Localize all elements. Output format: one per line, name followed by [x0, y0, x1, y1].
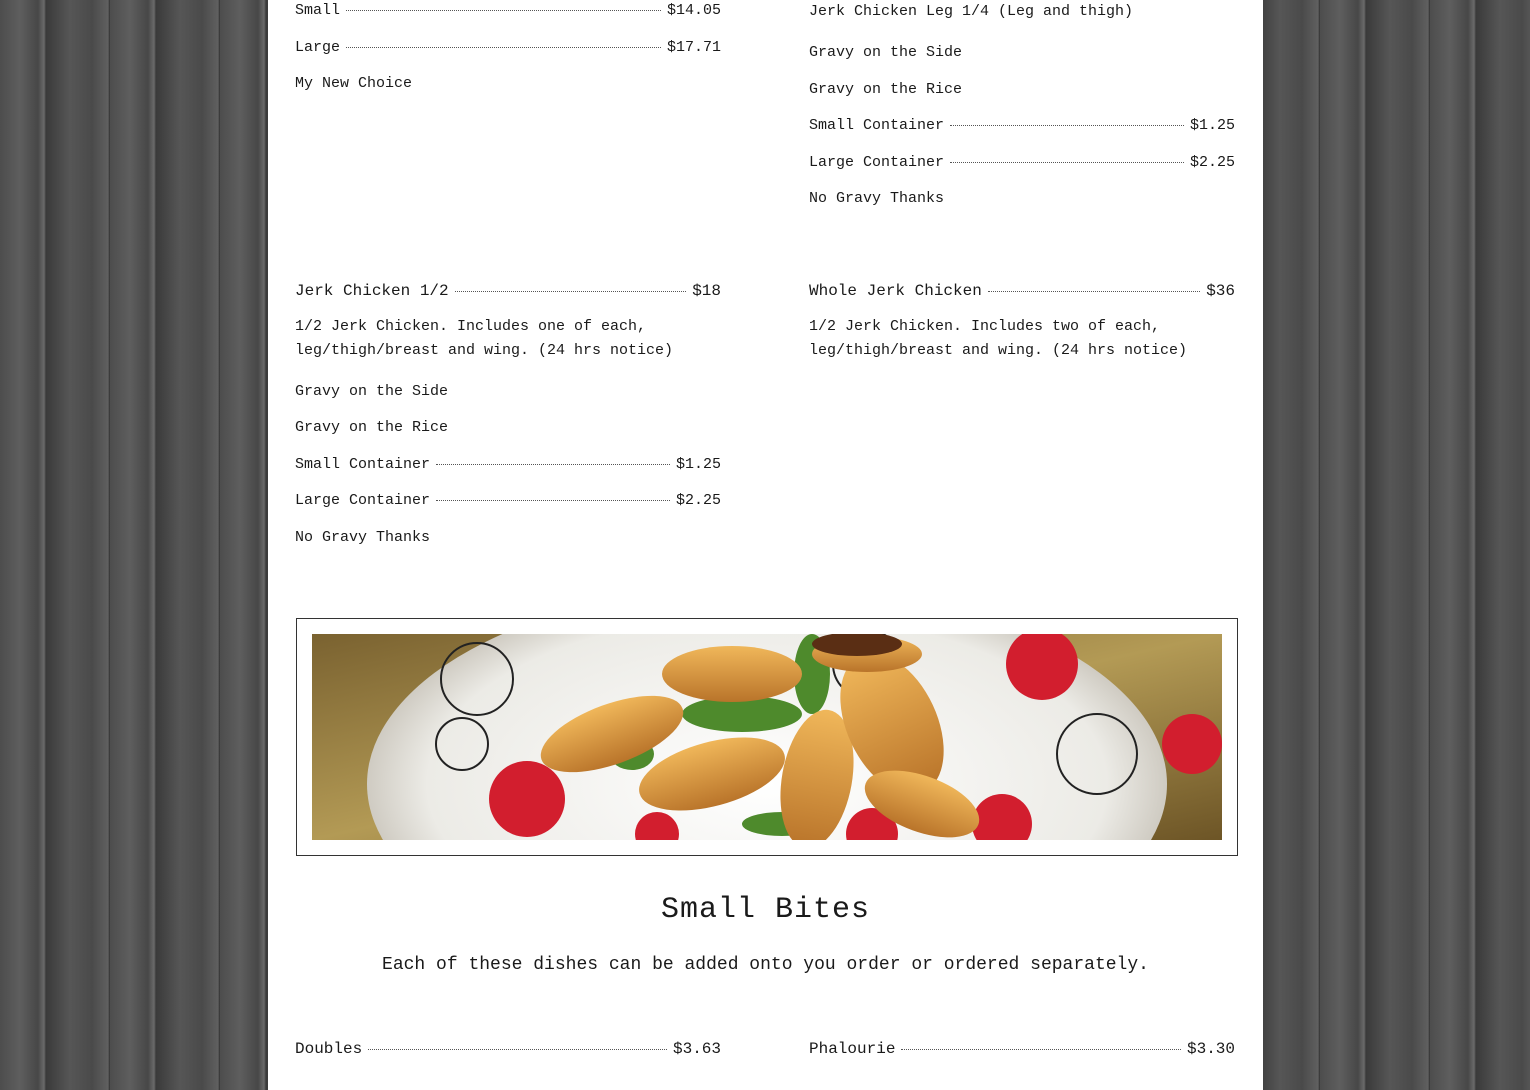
option-name: Small Container [809, 117, 945, 134]
menu-item-phalourie[interactable] [809, 1040, 1235, 1058]
option-name: Large [295, 39, 341, 56]
option-large[interactable] [295, 39, 721, 56]
item-name: Jerk Chicken 1/2 [295, 282, 449, 300]
dot-leader [436, 500, 670, 501]
section-subtitle: Each of these dishes can be added onto you order or ordered separately. [382, 955, 1149, 975]
option-price: $2.25 [675, 492, 721, 509]
item-description: 1/2 Jerk Chicken. Includes one of each, leg/thigh/breast and wing. (24 hrs notice) [295, 318, 674, 359]
item-title: Jerk Chicken Leg 1/4 (Leg and thigh) [809, 3, 1134, 20]
item-header[interactable] [295, 282, 721, 300]
option-gravy-side[interactable]: Gravy on the Side [809, 44, 963, 61]
item-name: Whole Jerk Chicken [809, 282, 982, 300]
menu-page [268, 0, 1263, 1090]
item-price: $3.63 [672, 1040, 721, 1058]
option-small-container[interactable] [809, 117, 1235, 134]
food-banner-image [296, 618, 1238, 856]
option-gravy-rice[interactable]: Gravy on the Rice [295, 419, 449, 436]
option-price: $2.25 [1189, 154, 1235, 171]
option-name: Small [295, 2, 341, 19]
option-no-gravy[interactable]: No Gravy Thanks [809, 190, 945, 207]
option-gravy-side[interactable]: Gravy on the Side [295, 383, 449, 400]
option-gravy-rice[interactable]: Gravy on the Rice [809, 81, 963, 98]
option-small-container[interactable] [295, 456, 721, 473]
item-price: $18 [692, 282, 721, 300]
option-small[interactable] [295, 2, 721, 19]
menu-item-doubles[interactable] [295, 1040, 721, 1058]
item-price: $36 [1206, 282, 1235, 300]
option-price: $1.25 [675, 456, 721, 473]
dot-leader [368, 1049, 667, 1050]
option-large-container[interactable] [809, 154, 1235, 171]
option-name: Large Container [809, 154, 945, 171]
option-price: $17.71 [666, 39, 721, 56]
coconut-shrimp-photo [312, 634, 1222, 840]
item-name: Phalourie [809, 1040, 896, 1058]
item-price: $3.30 [1186, 1040, 1235, 1058]
dot-leader [436, 464, 670, 465]
item-header[interactable] [809, 282, 1235, 300]
dot-leader [455, 291, 687, 292]
dot-leader [346, 10, 661, 11]
option-large-container[interactable] [295, 492, 721, 509]
dot-leader [901, 1049, 1181, 1050]
item-name: Doubles [295, 1040, 363, 1058]
option-my-new-choice[interactable]: My New Choice [295, 75, 413, 92]
item-description: 1/2 Jerk Chicken. Includes two of each, leg/thigh/breast and wing. (24 hrs notice) [809, 318, 1188, 359]
dot-leader [950, 162, 1184, 163]
option-no-gravy[interactable]: No Gravy Thanks [295, 529, 431, 546]
option-price: $14.05 [666, 2, 721, 19]
dot-leader [346, 47, 661, 48]
dot-leader [988, 291, 1200, 292]
option-price: $1.25 [1189, 117, 1235, 134]
dot-leader [950, 125, 1184, 126]
option-name: Small Container [295, 456, 431, 473]
option-name: Large Container [295, 492, 431, 509]
section-title: Small Bites [660, 893, 871, 927]
